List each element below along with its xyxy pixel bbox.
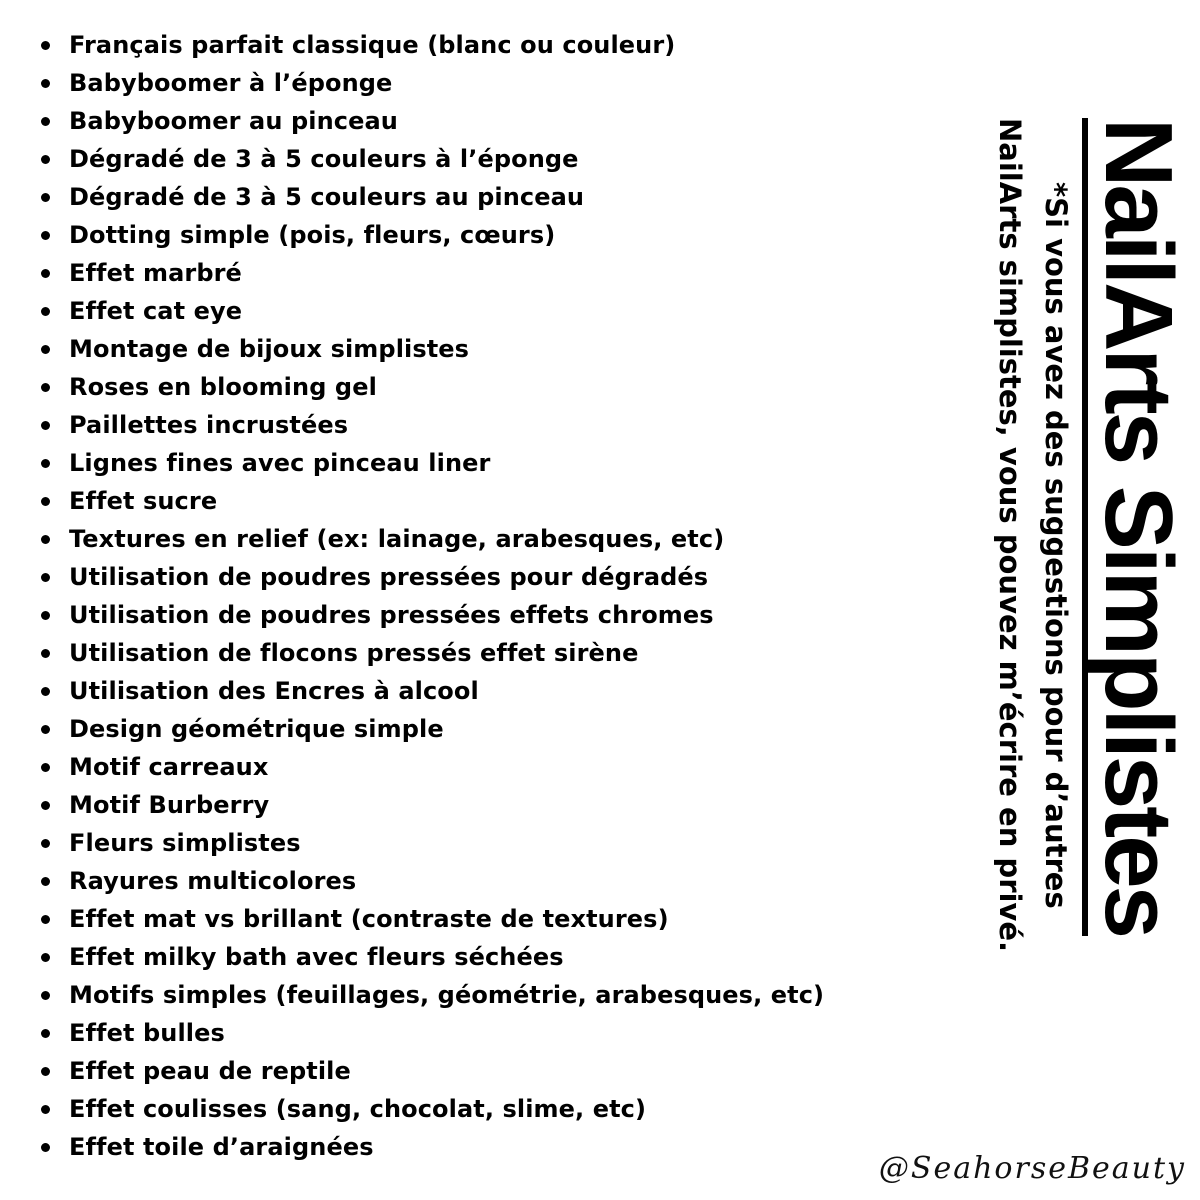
list-item: Paillettes incrustées	[40, 406, 824, 444]
list-item: Effet peau de reptile	[40, 1052, 824, 1090]
list-item: Montage de bijoux simplistes	[40, 330, 824, 368]
list-item: Utilisation des Encres à alcool	[40, 672, 824, 710]
list-item: Babyboomer au pinceau	[40, 102, 824, 140]
nail-art-list	[40, 26, 824, 1166]
list-item: Effet milky bath avec fleurs séchées	[40, 938, 824, 976]
list-item: Design géométrique simple	[40, 710, 824, 748]
list-item: Effet coulisses (sang, chocolat, slime, etc)	[40, 1090, 824, 1128]
list-item: Dotting simple (pois, fleurs, cœurs)	[40, 216, 824, 254]
suggestion-note-line-2: NailArts simplistes, vous pouvez m’écrire en privé.	[993, 118, 1027, 953]
list-item: Fleurs simplistes	[40, 824, 824, 862]
list-item: Motifs simples (feuillages, géométrie, arabesques, etc)	[40, 976, 824, 1014]
list-item: Rayures multicolores	[40, 862, 824, 900]
list-item: Effet mat vs brillant (contraste de textures)	[40, 900, 824, 938]
list-item: Effet marbré	[40, 254, 824, 292]
list-item: Roses en blooming gel	[40, 368, 824, 406]
list-item: Utilisation de poudres pressées effets chromes	[40, 596, 824, 634]
list-item: Motif Burberry	[40, 786, 824, 824]
list-item: Lignes fines avec pinceau liner	[40, 444, 824, 482]
list-item: Utilisation de flocons pressés effet sirène	[40, 634, 824, 672]
list-item: Dégradé de 3 à 5 couleurs à l’éponge	[40, 140, 824, 178]
list-item: Textures en relief (ex: lainage, arabesques, etc)	[40, 520, 824, 558]
list-item: Effet cat eye	[40, 292, 824, 330]
list-item: Babyboomer à l’éponge	[40, 64, 824, 102]
list-item: Effet bulles	[40, 1014, 824, 1052]
list-item: Français parfait classique (blanc ou couleur)	[40, 26, 824, 64]
list-item: Effet toile d’araignées	[40, 1128, 824, 1166]
suggestion-note-line-1: *Si vous avez des suggestions pour d’autres	[1039, 182, 1073, 909]
page-title: NailArts Simplistes	[1082, 118, 1186, 936]
signature: @SeahorseBeauty	[878, 1151, 1186, 1186]
list-item: Dégradé de 3 à 5 couleurs au pinceau	[40, 178, 824, 216]
list-item: Motif carreaux	[40, 748, 824, 786]
list-item: Effet sucre	[40, 482, 824, 520]
list-item: Utilisation de poudres pressées pour dégradés	[40, 558, 824, 596]
